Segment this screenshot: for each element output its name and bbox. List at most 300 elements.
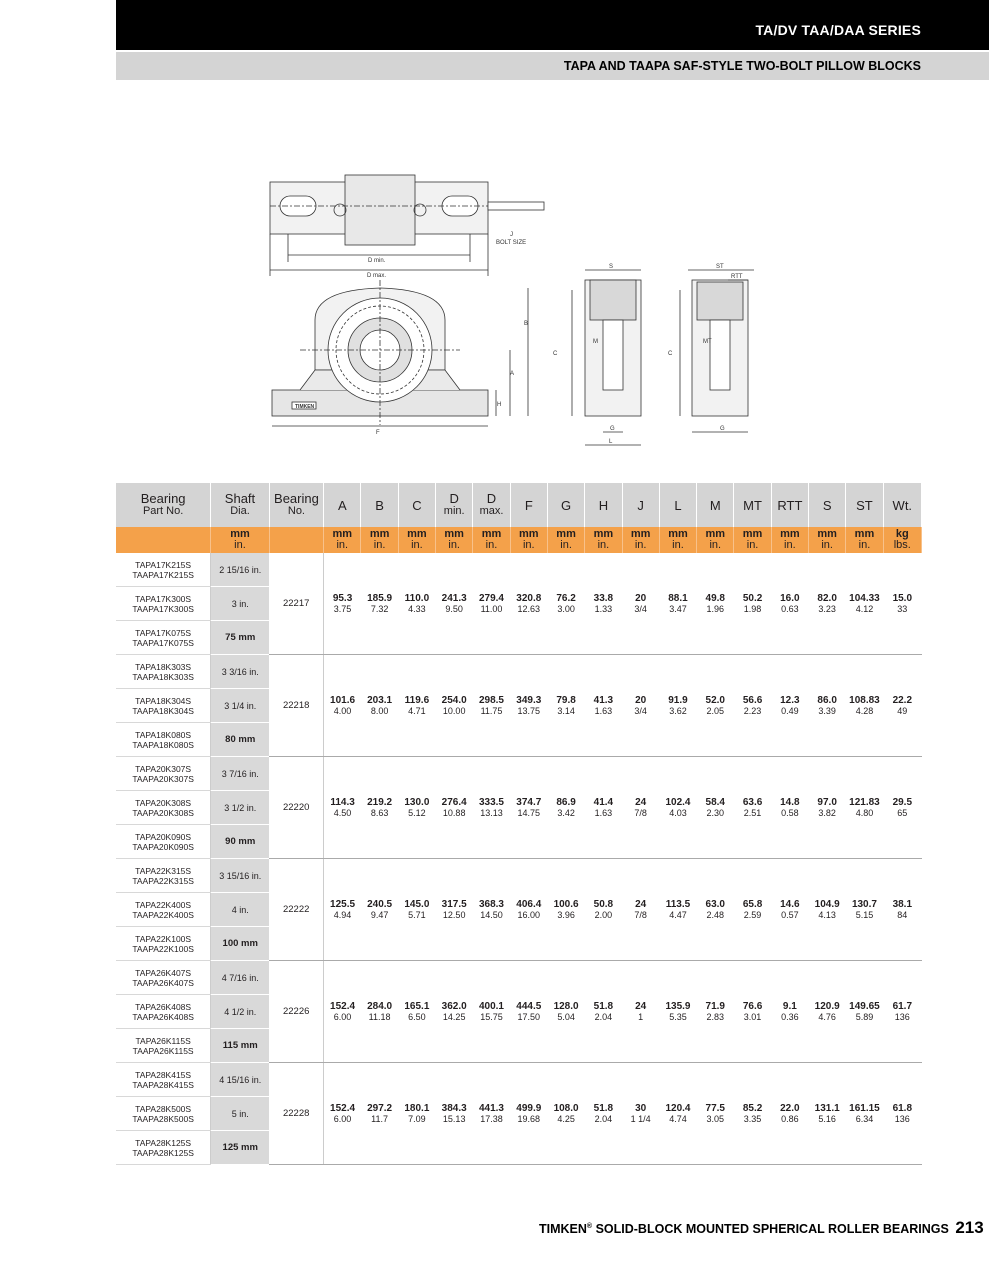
label-s: S xyxy=(609,264,614,270)
product-subtitle-bar xyxy=(116,52,989,80)
unit-cell xyxy=(361,527,398,553)
dimension-in: 2.04 xyxy=(594,1011,613,1022)
dimension-cell xyxy=(659,859,696,961)
dimension-mm: 219.2 xyxy=(367,796,393,808)
dimension-in: 4.94 xyxy=(333,909,352,920)
column-header-label: Wt. xyxy=(892,497,913,513)
dimension-in: 15.13 xyxy=(442,1113,466,1124)
dimension-in: 4.00 xyxy=(333,705,352,716)
label-g-2: G xyxy=(720,426,725,432)
dimension-cell xyxy=(585,553,622,655)
column-header-label: F xyxy=(524,497,533,513)
part-number-taapa: TAAPA20K308S xyxy=(132,807,194,818)
dimension-cell xyxy=(510,961,547,1063)
dimension-mm: 368.3 xyxy=(478,898,504,910)
dimension-in: 4.50 xyxy=(333,807,352,818)
dimension-cell xyxy=(510,553,547,655)
dimension-mm: 110.0 xyxy=(404,592,430,604)
part-number-cell xyxy=(116,927,211,961)
dimension-mm: 30 xyxy=(635,1102,647,1114)
dimension-in: 8.00 xyxy=(370,705,389,716)
dimension-mm: 9.1 xyxy=(782,1000,797,1012)
dimension-cell xyxy=(734,859,771,961)
dimension-cell xyxy=(622,553,659,655)
dimension-cell xyxy=(771,757,808,859)
part-number-cell xyxy=(116,1097,211,1131)
dimension-in: 7/8 xyxy=(634,807,647,818)
dimension-cell xyxy=(510,757,547,859)
unit-primary: mm xyxy=(593,528,614,540)
dimension-in: 1.98 xyxy=(743,603,762,614)
dimension-cell xyxy=(510,859,547,961)
dimension-cell xyxy=(436,553,473,655)
shaft-diameter-cell: 4 7/16 in. xyxy=(211,961,269,995)
shaft-diameter-cell: 4 1/2 in. xyxy=(211,995,269,1029)
part-number-cell xyxy=(116,825,211,859)
dimension-in: 5.71 xyxy=(408,909,426,920)
dimension-in: 3/4 xyxy=(634,705,647,716)
shaft-diameter-cell: 115 mm xyxy=(211,1029,269,1063)
dimension-in: 4.74 xyxy=(669,1113,687,1124)
label-m: M xyxy=(593,339,598,345)
dimension-in: 10.00 xyxy=(442,705,466,716)
dimension-mm: 279.4 xyxy=(478,592,504,604)
part-number-taapa: TAAPA17K075S xyxy=(132,637,194,648)
table-units-row xyxy=(116,527,922,553)
unit-secondary: in. xyxy=(560,539,572,551)
column-header-label: MT xyxy=(743,497,762,513)
dimension-cell xyxy=(622,757,659,859)
dimension-in: 14.75 xyxy=(517,807,541,818)
dimension-cell xyxy=(697,757,734,859)
part-number-cell xyxy=(116,1029,211,1063)
column-header-sublabel: max. xyxy=(479,505,504,517)
dimension-in: 1 1/4 xyxy=(630,1113,651,1124)
dimension-in: 3.05 xyxy=(706,1113,725,1124)
dimension-in: 11.7 xyxy=(371,1113,389,1124)
unit-secondary: in. xyxy=(634,539,647,551)
dimension-in: 3.62 xyxy=(669,705,687,716)
dimension-cell xyxy=(547,859,584,961)
dimension-cell xyxy=(771,553,808,655)
dimension-in: 12.50 xyxy=(442,909,466,920)
dimension-mm: 297.2 xyxy=(367,1102,393,1114)
dimension-cell xyxy=(771,859,808,961)
dimension-cell xyxy=(883,757,921,859)
dimension-mm: 317.5 xyxy=(441,898,467,910)
dimension-in: 3.42 xyxy=(557,807,575,818)
dimension-in: 0.63 xyxy=(781,603,799,614)
unit-secondary: in. xyxy=(597,539,610,551)
dimension-mm: 121.83 xyxy=(849,796,880,808)
label-d-min: D min. xyxy=(368,258,386,264)
column-header-sublabel: Dia. xyxy=(230,505,250,517)
column-header xyxy=(510,483,547,527)
column-header xyxy=(473,483,510,527)
part-number-cell xyxy=(116,655,211,689)
dimension-in: 6.00 xyxy=(333,1113,352,1124)
shaft-diameter-cell: 3 1/4 in. xyxy=(211,689,269,723)
dimension-mm: 29.5 xyxy=(892,796,913,808)
dimension-cell xyxy=(585,1063,622,1165)
dimension-cell xyxy=(622,655,659,757)
dimension-cell xyxy=(734,553,771,655)
dimension-cell xyxy=(846,655,883,757)
part-number-tapa: TAPA18K303S xyxy=(135,661,192,672)
dimension-cell xyxy=(697,1063,734,1165)
dimension-in: 84 xyxy=(897,909,908,920)
footer-brand: TIMKEN xyxy=(539,1222,587,1236)
unit-cell xyxy=(269,527,323,553)
table-row xyxy=(116,859,922,893)
dimension-in: 11.18 xyxy=(368,1011,391,1022)
product-subtitle: TAPA AND TAAPA SAF-STYLE TWO-BOLT PILLOW BLOCKS xyxy=(563,59,921,73)
shaft-diameter-cell: 100 mm xyxy=(211,927,269,961)
dimension-mm: 20 xyxy=(635,592,647,604)
unit-secondary: in. xyxy=(709,539,722,551)
shaft-diameter-cell: 4 15/16 in. xyxy=(211,1063,269,1097)
pillow-block-drawing xyxy=(260,170,780,460)
dimension-in: 10.88 xyxy=(442,807,466,818)
dimension-mm: 85.2 xyxy=(742,1102,763,1114)
column-header xyxy=(734,483,771,527)
dimension-in: 2.05 xyxy=(706,705,725,716)
dimension-mm: 86.0 xyxy=(817,694,837,706)
column-header xyxy=(398,483,435,527)
dimension-cell xyxy=(883,859,921,961)
dimension-cell xyxy=(846,757,883,859)
part-number-cell xyxy=(116,621,211,655)
dimension-cell xyxy=(436,961,473,1063)
unit-cell xyxy=(116,527,211,553)
dimension-in: 7/8 xyxy=(634,909,647,920)
unit-primary: mm xyxy=(854,528,875,540)
dimension-cell xyxy=(809,961,846,1063)
column-header-label: D xyxy=(486,491,497,506)
label-h: H xyxy=(497,402,502,408)
dimension-mm: 24 xyxy=(635,796,647,808)
dimension-mm: 24 xyxy=(635,1000,647,1012)
dimension-mm: 120.9 xyxy=(814,1000,840,1012)
dimension-mm: 135.9 xyxy=(665,1000,691,1012)
dimension-cell xyxy=(846,1063,883,1165)
dimension-mm: 15.0 xyxy=(892,592,913,604)
column-header xyxy=(436,483,473,527)
part-number-tapa: TAPA28K415S xyxy=(135,1069,192,1080)
label-bolt-size: BOLT SIZE xyxy=(496,240,527,246)
dimension-cell xyxy=(659,553,696,655)
dimension-cell xyxy=(697,655,734,757)
bearing-number-cell: 22220 xyxy=(269,757,323,859)
dimension-in: 3/4 xyxy=(634,603,647,614)
unit-primary: kg xyxy=(895,528,909,540)
unit-primary: mm xyxy=(230,528,250,540)
shaft-diameter-cell: 3 in. xyxy=(211,587,269,621)
footer-title: SOLID-BLOCK MOUNTED SPHERICAL ROLLER BEARINGS xyxy=(595,1222,949,1236)
unit-secondary: in. xyxy=(784,539,796,551)
dimension-in: 8.63 xyxy=(370,807,389,818)
part-number-taapa: TAAPA22K315S xyxy=(132,875,194,886)
part-number-taapa: TAAPA22K100S xyxy=(132,943,194,954)
part-number-taapa: TAAPA18K080S xyxy=(132,739,194,750)
unit-cell xyxy=(697,527,734,553)
unit-primary: mm xyxy=(481,528,502,540)
part-number-cell xyxy=(116,1063,211,1097)
dimension-in: 33 xyxy=(897,603,908,614)
dimension-in: 2.51 xyxy=(743,807,762,818)
dimension-in: 3.00 xyxy=(557,603,575,614)
dimension-cell xyxy=(697,961,734,1063)
dimension-cell xyxy=(659,1063,696,1165)
column-header-label: Bearing xyxy=(140,491,186,506)
dimension-mm: 76.2 xyxy=(556,592,576,604)
dimension-mm: 82.0 xyxy=(817,592,837,604)
bearing-number-cell: 22222 xyxy=(269,859,323,961)
dimension-mm: 100.6 xyxy=(553,898,579,910)
dimension-in: 6.50 xyxy=(408,1011,426,1022)
dimension-mm: 125.5 xyxy=(330,898,356,910)
dimension-cell xyxy=(324,655,361,757)
column-header xyxy=(809,483,846,527)
dimension-in: 2.83 xyxy=(706,1011,725,1022)
part-number-cell xyxy=(116,553,211,587)
table-row xyxy=(116,553,922,587)
dimension-mm: 95.3 xyxy=(332,592,353,604)
dimension-cell xyxy=(659,961,696,1063)
dimension-in: 4.33 xyxy=(408,603,426,614)
dimension-mm: 128.0 xyxy=(553,1000,579,1012)
dimension-cell xyxy=(771,961,808,1063)
dimension-in: 9.47 xyxy=(370,909,389,920)
dimension-mm: 384.3 xyxy=(441,1102,467,1114)
dimension-mm: 241.3 xyxy=(441,592,467,604)
dimension-in: 3.39 xyxy=(818,705,836,716)
part-number-tapa: TAPA17K300S xyxy=(135,593,192,604)
unit-secondary: in. xyxy=(373,539,386,551)
dimension-in: 3.35 xyxy=(743,1113,762,1124)
dimension-in: 5.12 xyxy=(408,807,426,818)
dimension-mm: 52.0 xyxy=(705,694,725,706)
dimension-cell xyxy=(771,1063,808,1165)
unit-cell xyxy=(547,527,584,553)
dimension-cell xyxy=(734,655,771,757)
unit-cell xyxy=(659,527,696,553)
bearing-number-cell: 22228 xyxy=(269,1063,323,1165)
table-row xyxy=(116,1063,922,1097)
dimension-mm: 50.8 xyxy=(593,898,614,910)
dimension-in: 4.12 xyxy=(855,603,874,614)
dimension-mm: 114.3 xyxy=(330,796,355,808)
dimension-cell xyxy=(361,1063,398,1165)
part-number-tapa: TAPA18K304S xyxy=(135,695,192,706)
series-header-bar xyxy=(116,0,989,50)
part-number-cell xyxy=(116,689,211,723)
dimension-cell xyxy=(734,961,771,1063)
dimension-mm: 444.5 xyxy=(516,1000,542,1012)
part-number-cell xyxy=(116,723,211,757)
dimension-cell xyxy=(473,1063,510,1165)
shaft-diameter-cell: 125 mm xyxy=(211,1131,269,1165)
dimension-mm: 203.1 xyxy=(367,694,393,706)
dimension-in: 4.76 xyxy=(818,1011,836,1022)
unit-cell xyxy=(510,527,547,553)
dimension-mm: 91.9 xyxy=(668,694,688,706)
dimension-mm: 131.1 xyxy=(814,1102,840,1114)
label-mt: MT xyxy=(703,339,712,345)
part-number-taapa: TAAPA22K400S xyxy=(132,909,194,920)
unit-cell xyxy=(883,527,921,553)
dimension-cell xyxy=(585,655,622,757)
column-header-sublabel: No. xyxy=(287,505,305,517)
dimension-cell xyxy=(436,757,473,859)
dimension-mm: 333.5 xyxy=(478,796,504,808)
dimension-mm: 50.2 xyxy=(742,592,763,604)
column-header xyxy=(324,483,361,527)
dimension-mm: 14.8 xyxy=(780,796,800,808)
column-header-label: ST xyxy=(856,497,873,513)
dimension-cell xyxy=(398,859,435,961)
dimension-mm: 152.4 xyxy=(330,1102,356,1114)
dimension-in: 1.63 xyxy=(594,705,613,716)
dimension-cell xyxy=(361,757,398,859)
dimension-mm: 63.0 xyxy=(705,898,725,910)
page-number: 213 xyxy=(955,1218,984,1237)
column-header xyxy=(361,483,398,527)
unit-primary: mm xyxy=(668,528,688,540)
dimension-cell xyxy=(436,859,473,961)
dimension-mm: 79.8 xyxy=(556,694,576,706)
dimension-mm: 165.1 xyxy=(404,1000,430,1012)
column-header xyxy=(211,483,269,527)
dimension-in: 3.23 xyxy=(818,603,836,614)
part-number-taapa: TAAPA20K307S xyxy=(132,773,194,784)
column-header-label: RTT xyxy=(777,497,803,513)
dimension-in: 4.25 xyxy=(557,1113,575,1124)
dimension-mm: 14.6 xyxy=(780,898,800,910)
label-b: B xyxy=(524,321,529,327)
dimension-mm: 108.83 xyxy=(849,694,880,706)
dimension-mm: 49.8 xyxy=(705,592,725,604)
part-number-taapa: TAAPA28K415S xyxy=(132,1079,194,1090)
brand-mark: TIMKEN xyxy=(295,404,315,410)
part-number-tapa: TAPA20K308S xyxy=(135,797,192,808)
dimension-in: 2.00 xyxy=(594,909,613,920)
unit-secondary: in. xyxy=(746,539,759,551)
dimension-mm: 41.3 xyxy=(593,694,614,706)
dimension-cell xyxy=(361,961,398,1063)
unit-cell xyxy=(846,527,883,553)
dimension-mm: 104.33 xyxy=(849,592,880,604)
dimension-cell xyxy=(846,553,883,655)
column-header-label: C xyxy=(412,497,422,513)
part-number-tapa: TAPA26K407S xyxy=(135,967,192,978)
dimension-in: 7.32 xyxy=(370,603,389,614)
dimension-in: 5.89 xyxy=(855,1011,874,1022)
dimensions-table xyxy=(116,483,922,1165)
shaft-diameter-cell: 4 in. xyxy=(211,893,269,927)
unit-cell xyxy=(585,527,622,553)
unit-secondary: in. xyxy=(234,539,246,551)
dimension-in: 14.50 xyxy=(480,909,503,920)
dimension-mm: 130.7 xyxy=(851,898,877,910)
page-footer xyxy=(539,1218,984,1238)
dimension-cell xyxy=(398,655,435,757)
dimension-mm: 104.9 xyxy=(814,898,840,910)
column-header xyxy=(846,483,883,527)
shaft-diameter-cell: 90 mm xyxy=(211,825,269,859)
dimension-cell xyxy=(398,1063,435,1165)
dimension-mm: 298.5 xyxy=(478,694,504,706)
part-number-cell xyxy=(116,587,211,621)
part-number-tapa: TAPA26K408S xyxy=(135,1001,192,1012)
dimension-mm: 20 xyxy=(635,694,647,706)
dimension-in: 17.38 xyxy=(480,1113,503,1124)
dimension-mm: 152.4 xyxy=(330,1000,356,1012)
dimension-cell xyxy=(846,859,883,961)
dimension-in: 5.16 xyxy=(818,1113,836,1124)
dimension-in: 0.49 xyxy=(781,705,799,716)
column-header xyxy=(622,483,659,527)
dimension-in: 4.80 xyxy=(855,807,874,818)
unit-secondary: in. xyxy=(485,539,498,551)
registered-mark: ® xyxy=(586,1222,593,1230)
dimension-cell xyxy=(473,961,510,1063)
unit-secondary: in. xyxy=(821,539,833,551)
part-number-cell xyxy=(116,893,211,927)
dimension-in: 12.63 xyxy=(517,603,541,614)
part-number-tapa: TAPA22K400S xyxy=(135,899,192,910)
part-number-taapa: TAAPA17K300S xyxy=(132,603,194,614)
dimension-mm: 276.4 xyxy=(441,796,467,808)
dimension-mm: 65.8 xyxy=(742,898,763,910)
dimension-mm: 320.8 xyxy=(516,592,542,604)
dimension-mm: 88.1 xyxy=(668,592,688,604)
unit-cell xyxy=(771,527,808,553)
part-number-tapa: TAPA22K100S xyxy=(135,933,192,944)
dimension-in: 4.28 xyxy=(855,705,874,716)
dimension-cell xyxy=(622,859,659,961)
dimension-in: 1 xyxy=(638,1011,644,1022)
dimension-in: 5.04 xyxy=(557,1011,575,1022)
dimension-cell xyxy=(697,553,734,655)
part-number-taapa: TAAPA28K125S xyxy=(132,1147,194,1158)
part-number-tapa: TAPA20K090S xyxy=(135,831,192,842)
unit-secondary: in. xyxy=(448,539,460,551)
dimension-mm: 180.1 xyxy=(404,1102,430,1114)
dimension-cell xyxy=(473,553,510,655)
column-header xyxy=(547,483,584,527)
part-number-tapa: TAPA20K307S xyxy=(135,763,192,774)
dimension-cell xyxy=(883,655,921,757)
dimension-in: 13.13 xyxy=(480,807,503,818)
dimension-cell xyxy=(398,757,435,859)
dimension-mm: 63.6 xyxy=(742,796,763,808)
unit-secondary: in. xyxy=(336,539,349,551)
dimension-cell xyxy=(547,655,584,757)
dimension-in: 136 xyxy=(894,1113,910,1124)
dimension-mm: 56.6 xyxy=(742,694,763,706)
dimension-mm: 41.4 xyxy=(593,796,614,808)
dimension-in: 4.47 xyxy=(669,909,687,920)
dimension-mm: 284.0 xyxy=(367,1000,393,1012)
column-header-label: B xyxy=(375,497,384,513)
dimension-cell xyxy=(547,1063,584,1165)
unit-cell xyxy=(734,527,771,553)
dimension-cell xyxy=(771,655,808,757)
dimension-cell xyxy=(809,553,846,655)
part-number-cell xyxy=(116,961,211,995)
dimension-mm: 145.0 xyxy=(404,898,430,910)
